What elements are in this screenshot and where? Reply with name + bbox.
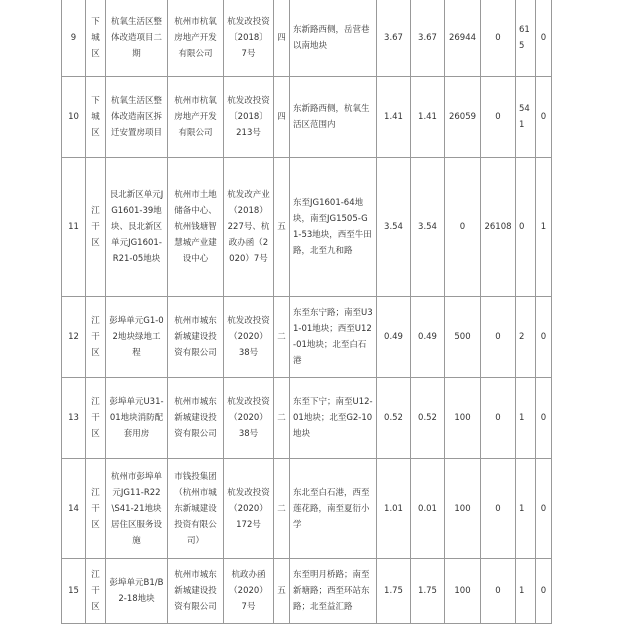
- production-cell: 615: [516, 0, 536, 77]
- unused-area-cell: 0: [481, 297, 516, 378]
- last-value-cell: 0: [536, 297, 552, 378]
- location-cell: 东至下宁；南至U12-01地块；北至G2-10地块: [290, 378, 377, 459]
- farmland-area-cell: 0.49: [411, 297, 445, 378]
- district-cell: 江干区: [86, 459, 106, 559]
- land-approval-table: [61, 0, 552, 624]
- district-cell: 下城区: [86, 0, 106, 77]
- row-number-cell: 13: [62, 378, 86, 459]
- table-body: [62, 0, 552, 624]
- construction-unit-cell: 杭州市城东新城建设投资有限公司: [168, 378, 224, 459]
- table-row: [62, 378, 552, 459]
- production-cell: 1: [516, 378, 536, 459]
- table-row: [62, 559, 552, 624]
- cultivated-area-cell: 100: [445, 459, 481, 559]
- cultivated-area-cell: 0: [445, 158, 481, 297]
- production-cell: 2: [516, 297, 536, 378]
- unused-area-cell: 0: [481, 459, 516, 559]
- project-name-cell: 彭埠单元B1/B2-18地块: [106, 559, 168, 624]
- approval-document-cell: 杭发改投资（2020）38号: [224, 378, 274, 459]
- approval-document-cell: 杭政办函（2020）7号: [224, 559, 274, 624]
- cultivated-area-cell: 100: [445, 378, 481, 459]
- last-value-cell: 0: [536, 77, 552, 158]
- location-cell: 东至明月桥路；南至新塘路；西至环站东路；北至益汇路: [290, 559, 377, 624]
- production-cell: 541: [516, 77, 536, 158]
- district-cell: 江干区: [86, 297, 106, 378]
- production-cell: 1: [516, 559, 536, 624]
- row-number-cell: 11: [62, 158, 86, 297]
- district-cell: 江干区: [86, 378, 106, 459]
- land-approval-table-container: [61, 0, 552, 624]
- row-number-cell: 12: [62, 297, 86, 378]
- farmland-area-cell: 1.75: [411, 559, 445, 624]
- cultivated-area-cell: 100: [445, 559, 481, 624]
- table-row: [62, 158, 552, 297]
- project-name-cell: 杭氧生活区整体改造南区拆迁安置房项目: [106, 77, 168, 158]
- total-area-cell: 3.54: [377, 158, 411, 297]
- total-area-cell: 0.49: [377, 297, 411, 378]
- category-cell: 二: [274, 378, 290, 459]
- construction-unit-cell: 杭州市城东新城建设投资有限公司: [168, 559, 224, 624]
- farmland-area-cell: 3.67: [411, 0, 445, 77]
- last-value-cell: 0: [536, 559, 552, 624]
- district-cell: 江干区: [86, 559, 106, 624]
- table-row: [62, 0, 552, 77]
- approval-document-cell: 杭发改产业（2018）227号、杭政办函（2020）7号: [224, 158, 274, 297]
- last-value-cell: 0: [536, 378, 552, 459]
- project-name-cell: 彭埠单元U31-01地块消防配套用房: [106, 378, 168, 459]
- approval-document-cell: 杭发改投资（2020）38号: [224, 297, 274, 378]
- category-cell: 四: [274, 77, 290, 158]
- unused-area-cell: 0: [481, 0, 516, 77]
- category-cell: 五: [274, 158, 290, 297]
- row-number-cell: 15: [62, 559, 86, 624]
- construction-unit-cell: 杭州市杭氧房地产开发有限公司: [168, 77, 224, 158]
- farmland-area-cell: 0.52: [411, 378, 445, 459]
- location-cell: 东至JG1601-64地块，南至JG1505-G1-53地块，西至牛田路，北至九和路: [290, 158, 377, 297]
- approval-document-cell: 杭发改投资（2020）172号: [224, 459, 274, 559]
- cultivated-area-cell: 500: [445, 297, 481, 378]
- farmland-area-cell: 3.54: [411, 158, 445, 297]
- last-value-cell: 0: [536, 459, 552, 559]
- row-number-cell: 9: [62, 0, 86, 77]
- table-row: [62, 459, 552, 559]
- location-cell: 东新路西侧，杭氧生活区范围内: [290, 77, 377, 158]
- construction-unit-cell: 杭州市杭氧房地产开发有限公司: [168, 0, 224, 77]
- category-cell: 二: [274, 459, 290, 559]
- category-cell: 五: [274, 559, 290, 624]
- production-cell: 0: [516, 158, 536, 297]
- unused-area-cell: 0: [481, 559, 516, 624]
- total-area-cell: 3.67: [377, 0, 411, 77]
- cultivated-area-cell: 26059: [445, 77, 481, 158]
- unused-area-cell: 0: [481, 77, 516, 158]
- table-row: [62, 77, 552, 158]
- project-name-cell: 杭氧生活区整体改造项目二期: [106, 0, 168, 77]
- row-number-cell: 10: [62, 77, 86, 158]
- last-value-cell: 0: [536, 0, 552, 77]
- project-name-cell: 彭埠单元G1-02地块绿地工程: [106, 297, 168, 378]
- last-value-cell: 1: [536, 158, 552, 297]
- district-cell: 下城区: [86, 77, 106, 158]
- location-cell: 东至东宁路；南至U31-01地块；西至U12-01地块；北至白石港: [290, 297, 377, 378]
- district-cell: 江干区: [86, 158, 106, 297]
- cultivated-area-cell: 26944: [445, 0, 481, 77]
- total-area-cell: 0.52: [377, 378, 411, 459]
- total-area-cell: 1.41: [377, 77, 411, 158]
- category-cell: 四: [274, 0, 290, 77]
- location-cell: 东新路西侧，岳营巷以南地块: [290, 0, 377, 77]
- farmland-area-cell: 1.41: [411, 77, 445, 158]
- farmland-area-cell: 0.01: [411, 459, 445, 559]
- category-cell: 二: [274, 297, 290, 378]
- approval-document-cell: 杭发改投资〔2018〕213号: [224, 77, 274, 158]
- unused-area-cell: 0: [481, 378, 516, 459]
- row-number-cell: 14: [62, 459, 86, 559]
- project-name-cell: 杭州市彭埠单元JG11-R22\S41-21地块居住区服务设施: [106, 459, 168, 559]
- total-area-cell: 1.01: [377, 459, 411, 559]
- location-cell: 东北至白石港，西至莲花路，南至夏衍小学: [290, 459, 377, 559]
- table-row: [62, 297, 552, 378]
- project-name-cell: 艮北新区单元JG1601-39地块、艮北新区单元JG1601-R21-05地块: [106, 158, 168, 297]
- construction-unit-cell: 杭州市城东新城建设投资有限公司: [168, 297, 224, 378]
- approval-document-cell: 杭发改投资〔2018〕7号: [224, 0, 274, 77]
- unused-area-cell: 26108: [481, 158, 516, 297]
- total-area-cell: 1.75: [377, 559, 411, 624]
- construction-unit-cell: 市钱投集团（杭州市城东新城建设投资有限公司）: [168, 459, 224, 559]
- production-cell: 1: [516, 459, 536, 559]
- construction-unit-cell: 杭州市土地储备中心、杭州钱塘智慧城产业建设中心: [168, 158, 224, 297]
